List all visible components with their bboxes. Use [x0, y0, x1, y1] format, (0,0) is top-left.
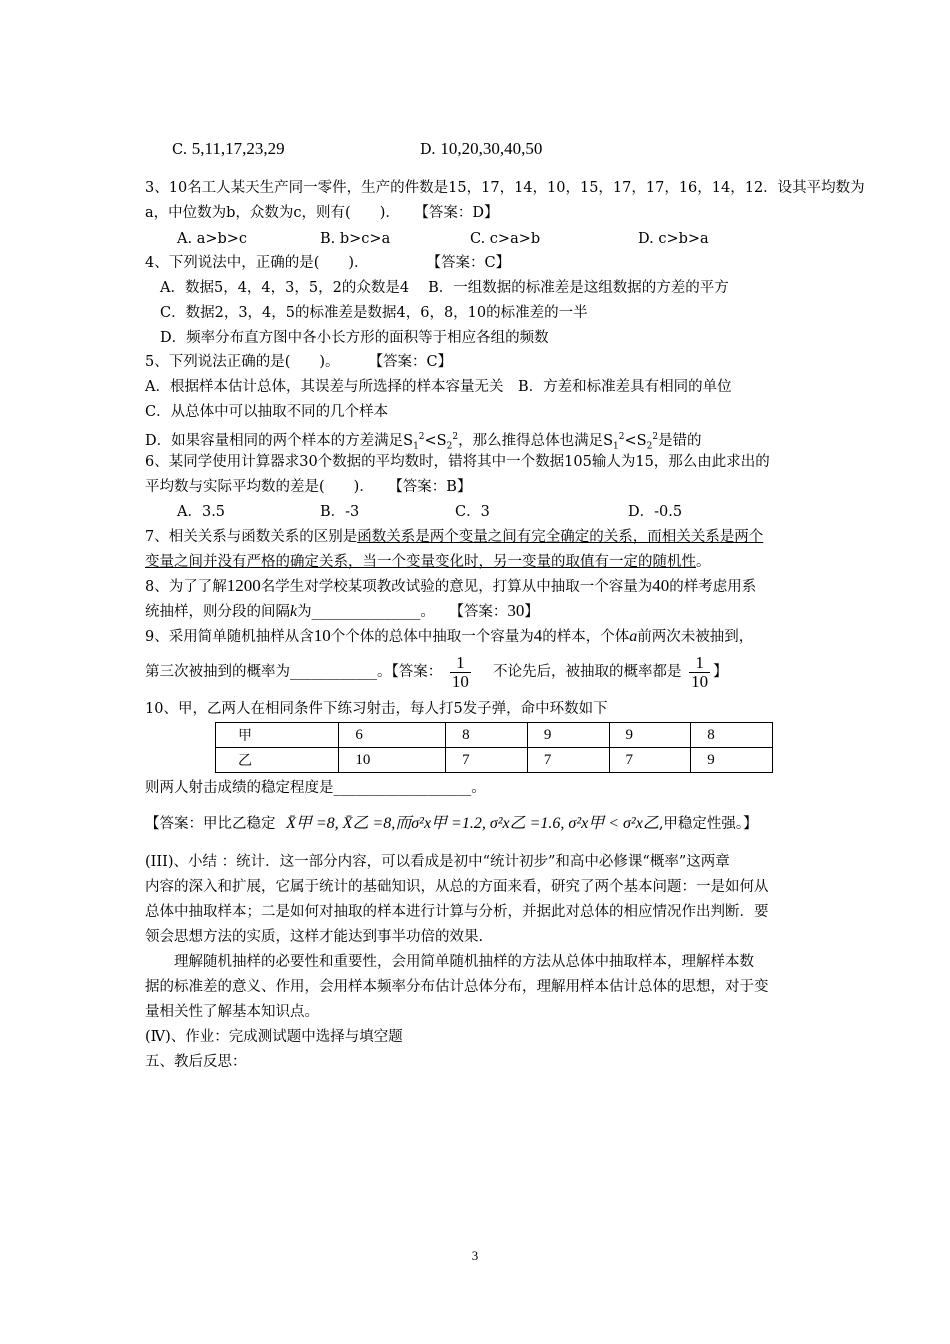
q8-line-1: [145, 576, 756, 597]
table-cell: 9: [609, 723, 691, 748]
summary-line-5: 理解随机抽样的必要性和重要性，会用简单随机抽样的方法从总体中抽取样本，理解样本数: [145, 954, 754, 970]
q8-text-3: 的样考虑用系: [669, 579, 757, 595]
q9-text-1: 9、采用简单随机抽样从含: [145, 629, 314, 645]
q8-sample-size: 40: [652, 576, 670, 595]
q6-option-d: D．-0.5: [628, 504, 683, 520]
summary-line-1: (III)、小结 ：统计．这一部分内容，可以看成是初中“统计初步”和高中必修课“概率”这两章: [145, 854, 730, 870]
table-cell: 8: [446, 723, 528, 748]
table-cell: 7: [446, 748, 528, 773]
q7-answer-part-1: 函数关系是两个变量之间有完全确定的关系，而相关关系是两个: [357, 529, 764, 545]
q2-option-d-value: 10,20,30,40,50: [440, 139, 543, 158]
q4-option-a-b: A．数据5，4，4，3，5，2的众数是4 B．一组数据的标准差是这组数据的方差的平方: [160, 280, 729, 296]
q2-option-c-value: 5,11,17,23,29: [191, 139, 285, 158]
q9-text-6: 不论先后，被抽取的概率都是: [478, 664, 682, 680]
q8-text-5: 为_______________。 【答案：: [297, 604, 508, 620]
q10-question: 则两人射击成绩的稳定程度是___________________。: [145, 780, 486, 796]
table-row: [216, 748, 773, 773]
q8-text-6: 】: [524, 604, 539, 620]
q4-option-c: C．数据2，3，4，5的标准差是数据4，6，8，10的标准差的一半: [160, 305, 588, 321]
q3-option-a: A. a>b>c: [177, 231, 248, 247]
q10-answer-formula: X̄甲 =8, X̄乙 =8,而σ²x甲 =1.2, σ²x乙 =1.6, σ²x甲 < σ²x乙: [286, 815, 659, 832]
q3-option-d: D. c>b>a: [638, 231, 709, 247]
q5-option-d: D．如果容量相同的两个样本的方差满足$S_1^2<S_2^2$，那么推得总体也满足$S_1^2<S_2^2$是错的: [145, 432, 702, 452]
summary-line-2: 内容的深入和扩展，它属于统计的基础知识，从总的方面来看，研究了两个基本问题：一是如何从: [145, 879, 769, 895]
q10-answer-pre: 【答案：甲比乙稳定: [145, 816, 276, 832]
table-cell: 10: [339, 748, 446, 773]
q9-fraction-1: [450, 654, 471, 691]
q10-answer: [145, 814, 758, 834]
q3-option-c: C. c>a>b: [470, 231, 541, 247]
table-cell: 9: [691, 748, 773, 773]
table-cell: 8: [691, 723, 773, 748]
q9-text-5: 第三次被抽到的概率为____________。【答案：: [145, 664, 443, 680]
q8-text-2: 名学生对学校某项教改试验的意见，打算从中抽取一个容量为: [260, 579, 653, 595]
table-cell-name: 甲: [216, 723, 339, 748]
table-cell: 7: [527, 748, 609, 773]
q7-suffix: 。: [696, 554, 711, 570]
q8-number-students: 1200: [226, 576, 261, 595]
q9-line-1: [145, 626, 753, 647]
table-row: [216, 723, 773, 748]
q9-text-7: 】: [713, 664, 728, 680]
q8-answer: 30: [507, 601, 525, 620]
q8-k-symbol: k: [290, 603, 298, 620]
table-cell: 6: [339, 723, 446, 748]
q9-fraction-2: [689, 654, 710, 691]
q7-answer-part-2: 变量之间并没有严格的确定关系，当一个变量变化时，另一变量的取值有一定的随机性: [145, 554, 696, 570]
q5-option-d-pre: D．如果容量相同的两个样本的方差满足S: [145, 432, 414, 449]
q5-option-d-post: 是错的: [658, 432, 702, 449]
q5-option-c: C．从总体中可以抽取不同的几个样本: [145, 404, 389, 420]
q3-option-b: B. b>c>a: [320, 231, 391, 247]
q6-line-2: 平均数与实际平均数的差是( )． 【答案：B】: [145, 479, 472, 495]
q9-text-4: 前两次未被抽到，: [637, 629, 754, 645]
q4-option-d: D．频率分布直方图中各小长方形的面积等于相应各组的频数: [160, 330, 549, 346]
q2-option-d: [420, 139, 542, 160]
q9-line-2: [145, 652, 728, 692]
q7-line-1: [145, 527, 763, 547]
homework: (Ⅳ)、作业：完成测试题中选择与填空题: [145, 1029, 403, 1045]
q9-fraction-1-num: 1: [450, 654, 471, 673]
q9-fraction-1-den: 10: [451, 671, 469, 691]
page-number: 3: [471, 1248, 479, 1263]
q5-option-d-mid: ，那么推得总体也满足S: [458, 432, 614, 449]
q7-prefix: 7、相关关系与函数关系的区别是: [145, 529, 358, 545]
q8-text-4: 统抽样，则分段的间隔: [145, 604, 290, 620]
table-cell-name: 乙: [216, 748, 339, 773]
q9-sample-size: 4: [533, 626, 543, 645]
summary-line-4: 领会思想方法的实质，这样才能达到事半功倍的效果.: [145, 929, 484, 945]
q6-option-a: A．3.5: [177, 504, 226, 520]
summary-line-7: 量相关性了解基本知识点。: [145, 1004, 319, 1020]
q6-option-c: C．3: [455, 504, 490, 520]
summary-line-6: 据的标准差的意义、作用，会用样本频率分布估计总体分布，理解用样本估计总体的思想，对于变: [145, 979, 769, 995]
table-cell: 9: [527, 723, 609, 748]
summary-line-3: 总体中抽取样本；二是如何对抽取的样本进行计算与分析，并据此对总体的相应情况作出判断．要: [145, 904, 769, 920]
q6-option-b: B．-3: [320, 504, 360, 520]
q5-stem: 5、下列说法正确的是( )。 【答案：C】: [145, 354, 453, 370]
q10-answer-post: ,甲稳定性强。】: [658, 816, 758, 832]
q9-fraction-2-den: 10: [691, 671, 709, 691]
q2-option-c: [172, 139, 285, 160]
q9-fraction-2-num: 1: [689, 654, 710, 673]
q5-option-a-b: A．根据样本估计总体，其误差与所选择的样本容量无关 B．方差和标准差具有相同的单位: [145, 379, 732, 395]
q6-line-1: 6、某同学使用计算器求30个数据的平均数时，错将其中一个数据105输人为15，那么由此求出的: [145, 454, 770, 470]
q8-line-2: [145, 601, 539, 622]
q8-text-1: 8、为了了解: [145, 579, 227, 595]
q4-stem: 4、下列说法中，正确的是( )． 【答案：C】: [145, 255, 511, 271]
q9-text-2: 个个体的总体中抽取一个容量为: [330, 629, 534, 645]
table-cell: 7: [609, 748, 691, 773]
q7-line-2: [145, 552, 711, 572]
q10-stem: 10、甲，乙两人在相同条件下练习射击，每人打5发子弹，命中环数如下: [145, 701, 608, 717]
q3-line-2: a，中位数为b，众数为c，则有( )． 【答案：D】: [145, 205, 499, 221]
q9-a-symbol: a: [629, 628, 638, 645]
shooting-scores-table: [215, 722, 773, 773]
q2-option-c-label: C.: [172, 142, 188, 158]
q9-population: 10: [313, 626, 331, 645]
reflection-heading: 五、教后反思：: [145, 1054, 247, 1070]
q9-text-3: 的样本，个体: [542, 629, 630, 645]
q2-option-d-label: D.: [420, 142, 436, 158]
q3-line-1: 3、10名工人某天生产同一零件，生产的件数是15，17，14，10，15，17，17，16，14，12．设其平均数为: [145, 180, 865, 196]
